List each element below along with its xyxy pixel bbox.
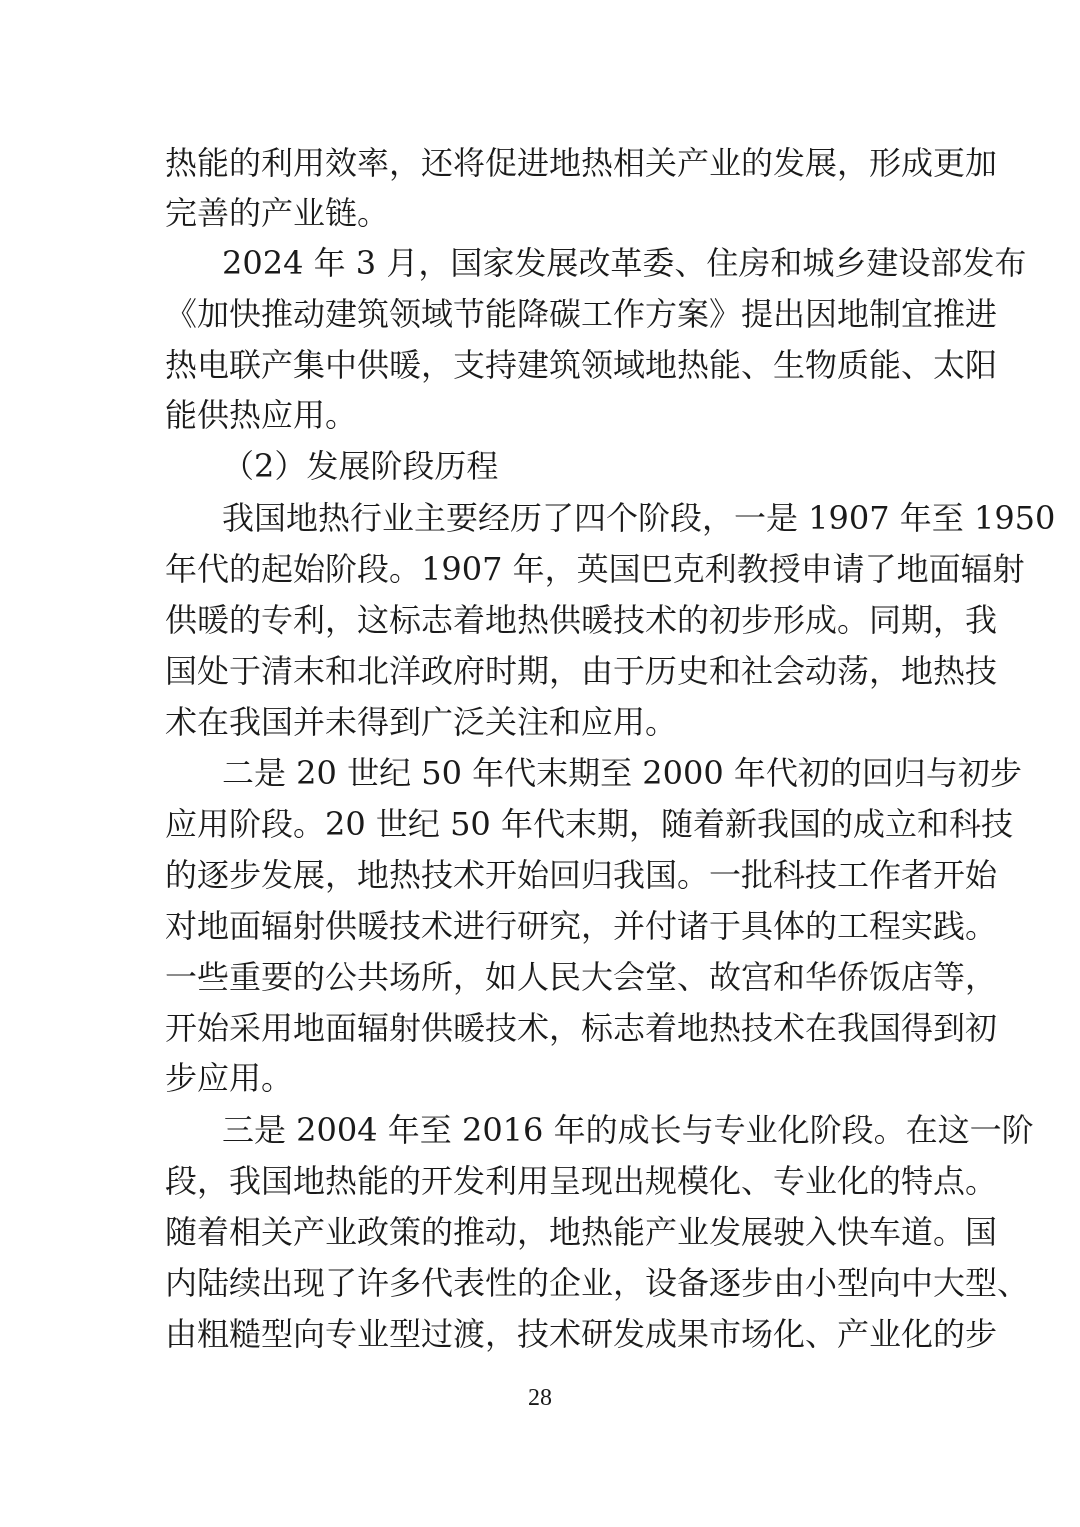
text-line: 的逐步发展，地热技术开始回归我国。一批科技工作者开始 bbox=[165, 856, 998, 894]
text-line: 对地面辐射供暖技术进行研究，并付诸于具体的工程实践。 bbox=[165, 907, 998, 945]
text-line: 应用阶段。20 世纪 50 年代末期，随着新我国的成立和科技 bbox=[165, 805, 1013, 843]
text-line: 由粗糙型向专业型过渡，技术研发成果市场化、产业化的步 bbox=[165, 1315, 998, 1353]
text-line: 完善的产业链。 bbox=[165, 194, 390, 232]
text-line: 热能的利用效率，还将促进地热相关产业的发展，形成更加 bbox=[165, 144, 998, 182]
text-line: 一些重要的公共场所，如人民大会堂、故宫和华侨饭店等， bbox=[165, 958, 998, 996]
text-line: 术在我国并未得到广泛关注和应用。 bbox=[165, 703, 678, 741]
text-line: 三是 2004 年至 2016 年的成长与专业化阶段。在这一阶 bbox=[222, 1111, 1034, 1149]
text-line: 内陆续出现了许多代表性的企业，设备逐步由小型向中大型、 bbox=[165, 1264, 1030, 1302]
text-line: 国处于清末和北洋政府时期，由于历史和社会动荡，地热技 bbox=[165, 652, 998, 690]
text-line: 二是 20 世纪 50 年代末期至 2000 年代初的回归与初步 bbox=[222, 754, 1022, 792]
text-line: 我国地热行业主要经历了四个阶段，一是 1907 年至 1950 bbox=[222, 499, 1056, 537]
text-line: 步应用。 bbox=[165, 1059, 294, 1097]
section-heading: （2）发展阶段历程 bbox=[222, 447, 499, 485]
text-line: 2024 年 3 月，国家发展改革委、住房和城乡建设部发布 bbox=[222, 244, 1027, 282]
page-number: 28 bbox=[528, 1385, 552, 1411]
text-line: 年代的起始阶段。1907 年，英国巴克利教授申请了地面辐射 bbox=[165, 550, 1025, 588]
text-line: 能供热应用。 bbox=[165, 396, 358, 434]
text-line: 段，我国地热能的开发利用呈现出规模化、专业化的特点。 bbox=[165, 1162, 998, 1200]
text-line: 供暖的专利，这标志着地热供暖技术的初步形成。同期，我 bbox=[165, 601, 998, 639]
text-line: 《加快推动建筑领域节能降碳工作方案》提出因地制宜推进 bbox=[165, 295, 998, 333]
text-line: 随着相关产业政策的推动，地热能产业发展驶入快车道。国 bbox=[165, 1213, 998, 1251]
text-line: 开始采用地面辐射供暖技术，标志着地热技术在我国得到初 bbox=[165, 1009, 998, 1047]
text-line: 热电联产集中供暖，支持建筑领域地热能、生物质能、太阳 bbox=[165, 346, 998, 384]
